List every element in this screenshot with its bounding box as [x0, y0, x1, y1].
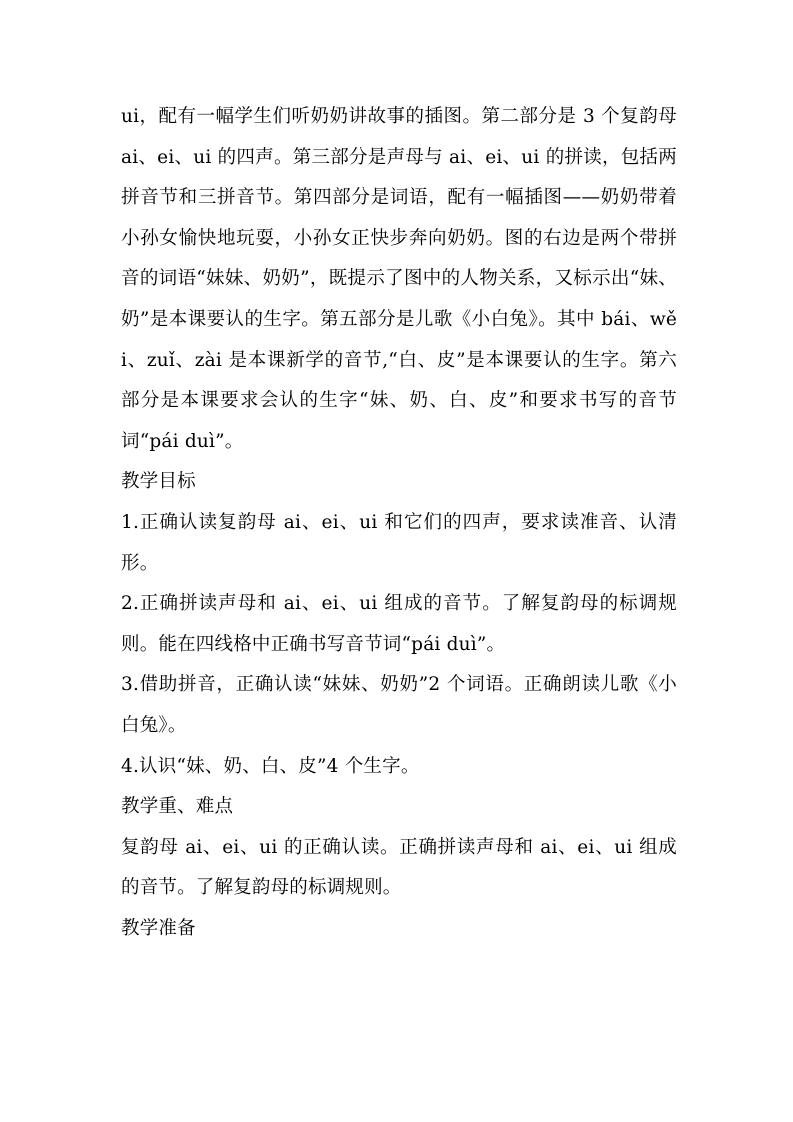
- key-points-text: 复韵母 ai、ei、ui 的正确认读。正确拼读声母和 ai、ei、ui 组成的音节。了解复韵母的标调规则。: [121, 836, 677, 899]
- intro-paragraph: ui，配有一幅学生们听奶奶讲故事的插图。第二部分是 3 个复韵母 ai、ei、ui 的四声。第三部分是声母与 ai、ei、ui 的拼读，包括两拼音节和三拼音节。第四部分是词语，配有一幅插图——奶奶带着小孙女愉快地玩耍，小孙女正快步奔向奶奶。图的右边是两个带拼音的词语“妹妹、奶奶”，既提示了图中的人物关系，又标示出“妹、奶”是本课要认的生字。第五部分是儿歌《小白兔》。其中 bái、wěi、zuǐ、zài 是本课新学的音节,“白、皮”是本课要认的生字。第六部分是本课要求会认的生字“妹、奶、白、皮”和要求书写的音节词“pái duì”。: [121, 106, 677, 452]
- preparation-heading: 教学准备: [121, 917, 196, 939]
- objective-item-4: 4.认识“妹、奶、白、皮”4 个生字。: [121, 755, 420, 777]
- objective-item-3: 3.借助拼音，正确认读“妹妹、奶奶”2 个词语。正确朗读儿歌《小白兔》。: [121, 674, 677, 736]
- objective-item-2: 2.正确拼读声母和 ai、ei、ui 组成的音节。了解复韵母的标调规则。能在四线格中正确书写音节词“pái duì”。: [121, 593, 677, 655]
- objective-item-1: 1.正确认读复韵母 ai、ei、ui 和它们的四声，要求读准音、认清形。: [121, 511, 677, 574]
- key-points-heading: 教学重、难点: [121, 796, 234, 818]
- document-body: [121, 97, 677, 949]
- objectives-heading: 教学目标: [121, 471, 196, 493]
